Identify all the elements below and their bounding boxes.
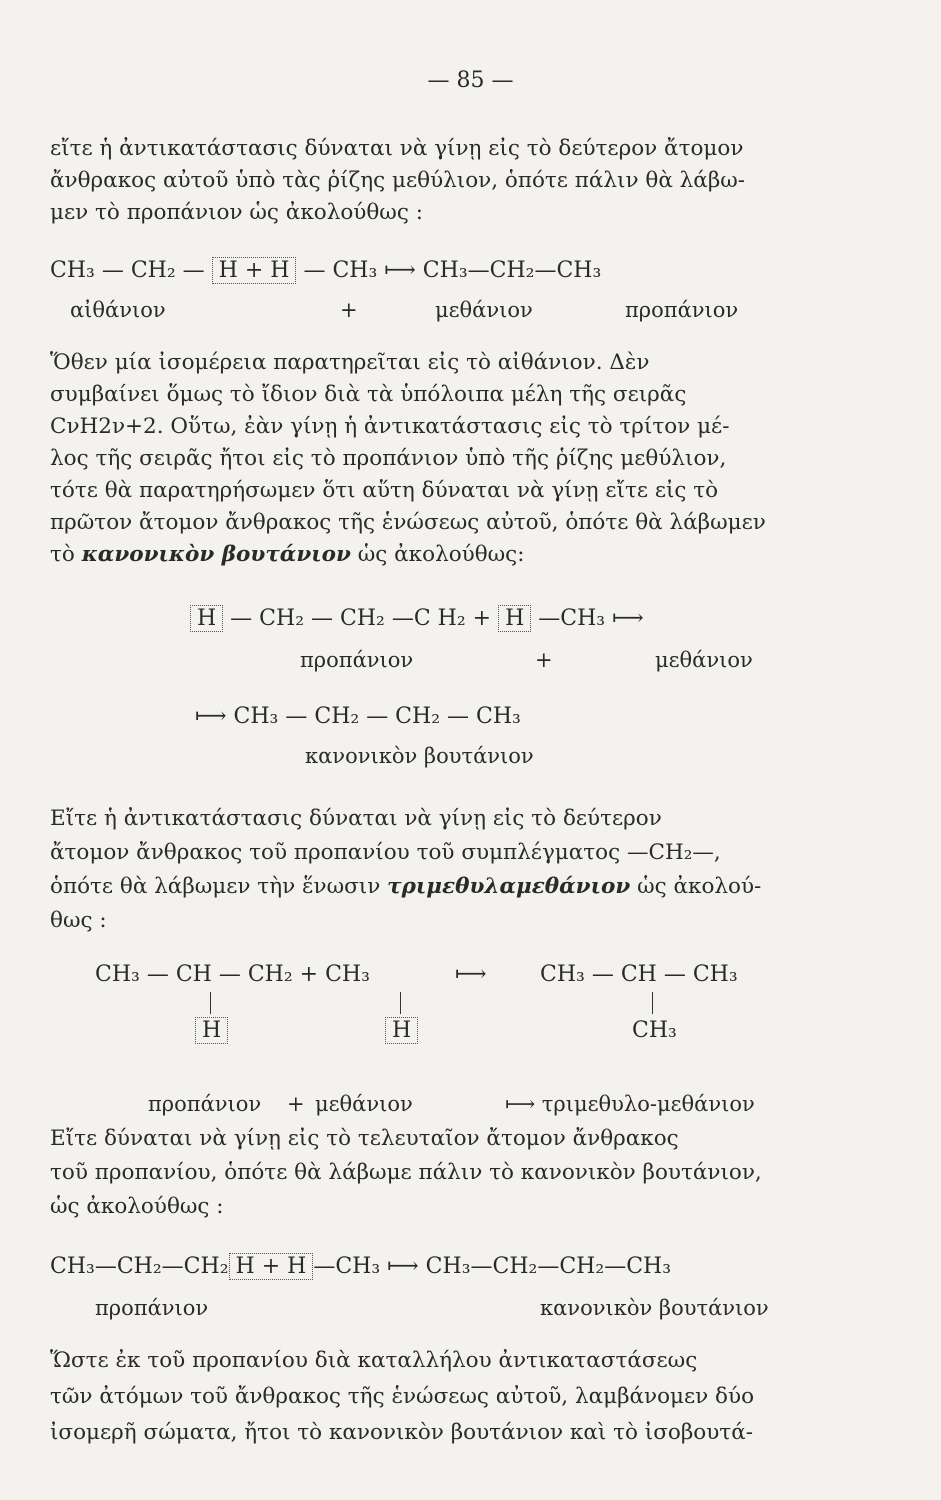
text-line: Εἴτε δύναται νὰ γίνῃ εἰς τὸ τελευταῖον ἄτομον ἄνθρακος xyxy=(50,1126,679,1151)
methyl-group: CH₃ xyxy=(632,1018,677,1043)
label-trimethylmethane: ⟼ τριμεθυλο-μεθάνιον xyxy=(505,1092,755,1116)
label-propane: προπάνιον xyxy=(148,1092,262,1116)
eq-box: H xyxy=(498,605,531,632)
eq-part: CH₃—CH₂—CH₂ xyxy=(50,1254,229,1279)
bond-line xyxy=(652,992,653,1014)
emphasis-term: τριμεθυλαμεθάνιον xyxy=(387,874,631,899)
text-line: τοῦ προπανίου, ὁπότε θὰ λάβωμε πάλιν τὸ κανονικὸν βουτάνιον, xyxy=(50,1160,762,1185)
text-line: ἰσομερῆ σώματα, ἤτοι τὸ κανονικὸν βουτάνιον καὶ τὸ ἰσοβουτά- xyxy=(50,1420,753,1445)
text-run: ὁπότε θὰ λάβωμεν τὴν ἕνωσιν xyxy=(50,874,388,899)
page-number: — 85 — xyxy=(427,68,514,93)
text-line: CνH2ν+2. Οὕτω, ἐὰν γίνῃ ἡ ἀντικατάστασις εἰς τὸ τρίτον μέ- xyxy=(50,414,730,439)
label-propane: προπάνιον xyxy=(625,298,739,322)
label-methane: μεθάνιον xyxy=(435,298,533,322)
label-methane: μεθάνιον xyxy=(315,1092,413,1116)
equation-trimethyl-right: CH₃ — CH — CH₃ xyxy=(540,962,738,987)
equation-trimethyl-left: CH₃ — CH — CH₂ + CH₃ xyxy=(95,962,370,987)
text-line: μεν τὸ προπάνιον ὡς ἀκολούθως : xyxy=(50,200,423,225)
label-propane: προπάνιον xyxy=(95,1296,209,1320)
eq-part: —CH₃ ⟼ CH₃—CH₂—CH₂—CH₃ xyxy=(313,1254,672,1279)
text-line: εἴτε ἡ ἀντικατάστασις δύναται νὰ γίνῃ εἰς τὸ δεύτερον ἄτομον xyxy=(50,136,744,161)
text-line: τῶν ἀτόμων τοῦ ἄνθρακος τῆς ἑνώσεως αὐτοῦ, λαμβάνομεν δύο xyxy=(50,1384,755,1409)
eq-part: — CH₂ — CH₂ —C H₂ + xyxy=(223,606,499,631)
hydrogen-atom xyxy=(195,1018,228,1043)
text-line: ἄνθρακος αὐτοῦ ὑπὸ τὰς ῥίζης μεθύλιον, ὁπότε πάλιν θὰ λάβω- xyxy=(50,168,746,193)
hydrogen-atom xyxy=(385,1018,418,1043)
eq-box: H xyxy=(195,1017,228,1044)
eq-part: CH₃ — CH₂ — xyxy=(50,258,212,283)
eq-box: H + H xyxy=(229,1253,314,1280)
label-ethane: αἰθάνιον xyxy=(70,298,166,322)
eq-box: H + H xyxy=(212,257,297,284)
eq-part: —CH₃ ⟼ xyxy=(531,606,644,631)
text-line: συμβαίνει ὅμως τὸ ἴδιον διὰ τὰ ὑπόλοιπα μέλη τῆς σειρᾶς xyxy=(50,382,687,407)
bond-line xyxy=(400,992,401,1014)
label-plus: + xyxy=(340,298,358,322)
text-run: ὡς ἀκολούθως: xyxy=(350,542,525,567)
text-line: Ὥστε ἐκ τοῦ προπανίου διὰ καταλλήλου ἀντικαταστάσεως xyxy=(50,1348,698,1373)
label-methane: μεθάνιον xyxy=(655,648,753,672)
label-plus: + xyxy=(535,648,553,672)
bond-line xyxy=(210,992,211,1014)
text-line: Ὅθεν μία ἰσομέρεια παρατηρεῖται εἰς τὸ αἰθάνιον. Δὲν xyxy=(50,350,650,375)
text-line: θως : xyxy=(50,908,107,933)
equation-propane-end xyxy=(50,1254,671,1279)
emphasis-term: κανονικὸν βουτάνιον xyxy=(81,542,351,567)
equation-propane-methane xyxy=(190,606,644,631)
reaction-arrow: ⟼ xyxy=(455,962,487,987)
equation-ethane-methane xyxy=(50,258,601,283)
text-line xyxy=(50,872,820,902)
label-normal-butane: κανονικὸν βουτάνιον xyxy=(305,744,534,768)
eq-part: — CH₃ ⟼ CH₃—CH₂—CH₃ xyxy=(296,258,602,283)
text-line: λος τῆς σειρᾶς ἤτοι εἰς τὸ προπάνιον ὑπὸ τῆς ῥίζης μεθύλιον, xyxy=(50,446,727,471)
eq-box: H xyxy=(385,1017,418,1044)
text-line xyxy=(50,540,820,570)
text-line: Εἴτε ἡ ἀντικατάστασις δύναται νὰ γίνῃ εἰς τὸ δεύτερον xyxy=(50,806,662,831)
label-normal-butane: κανονικὸν βουτάνιον xyxy=(540,1296,769,1320)
text-run: ὡς ἀκολού- xyxy=(630,874,762,899)
label-plus: + xyxy=(287,1092,305,1116)
text-line: πρῶτον ἄτομον ἄνθρακος τῆς ἑνώσεως αὐτοῦ, ὁπότε θὰ λάβωμεν xyxy=(50,510,766,535)
text-line: ἄτομον ἄνθρακος τοῦ προπανίου τοῦ συμπλέγματος —CH₂—, xyxy=(50,840,721,865)
equation-product-butane: ⟼ CH₃ — CH₂ — CH₂ — CH₃ xyxy=(195,704,521,729)
text-line: τότε θὰ παρατηρήσωμεν ὅτι αὕτη δύναται νὰ γίνῃ εἴτε εἰς τὸ xyxy=(50,478,719,503)
text-line: ὡς ἀκολούθως : xyxy=(50,1194,224,1219)
eq-box: H xyxy=(190,605,223,632)
label-propane: προπάνιον xyxy=(300,648,414,672)
text-run: τὸ xyxy=(50,542,82,567)
